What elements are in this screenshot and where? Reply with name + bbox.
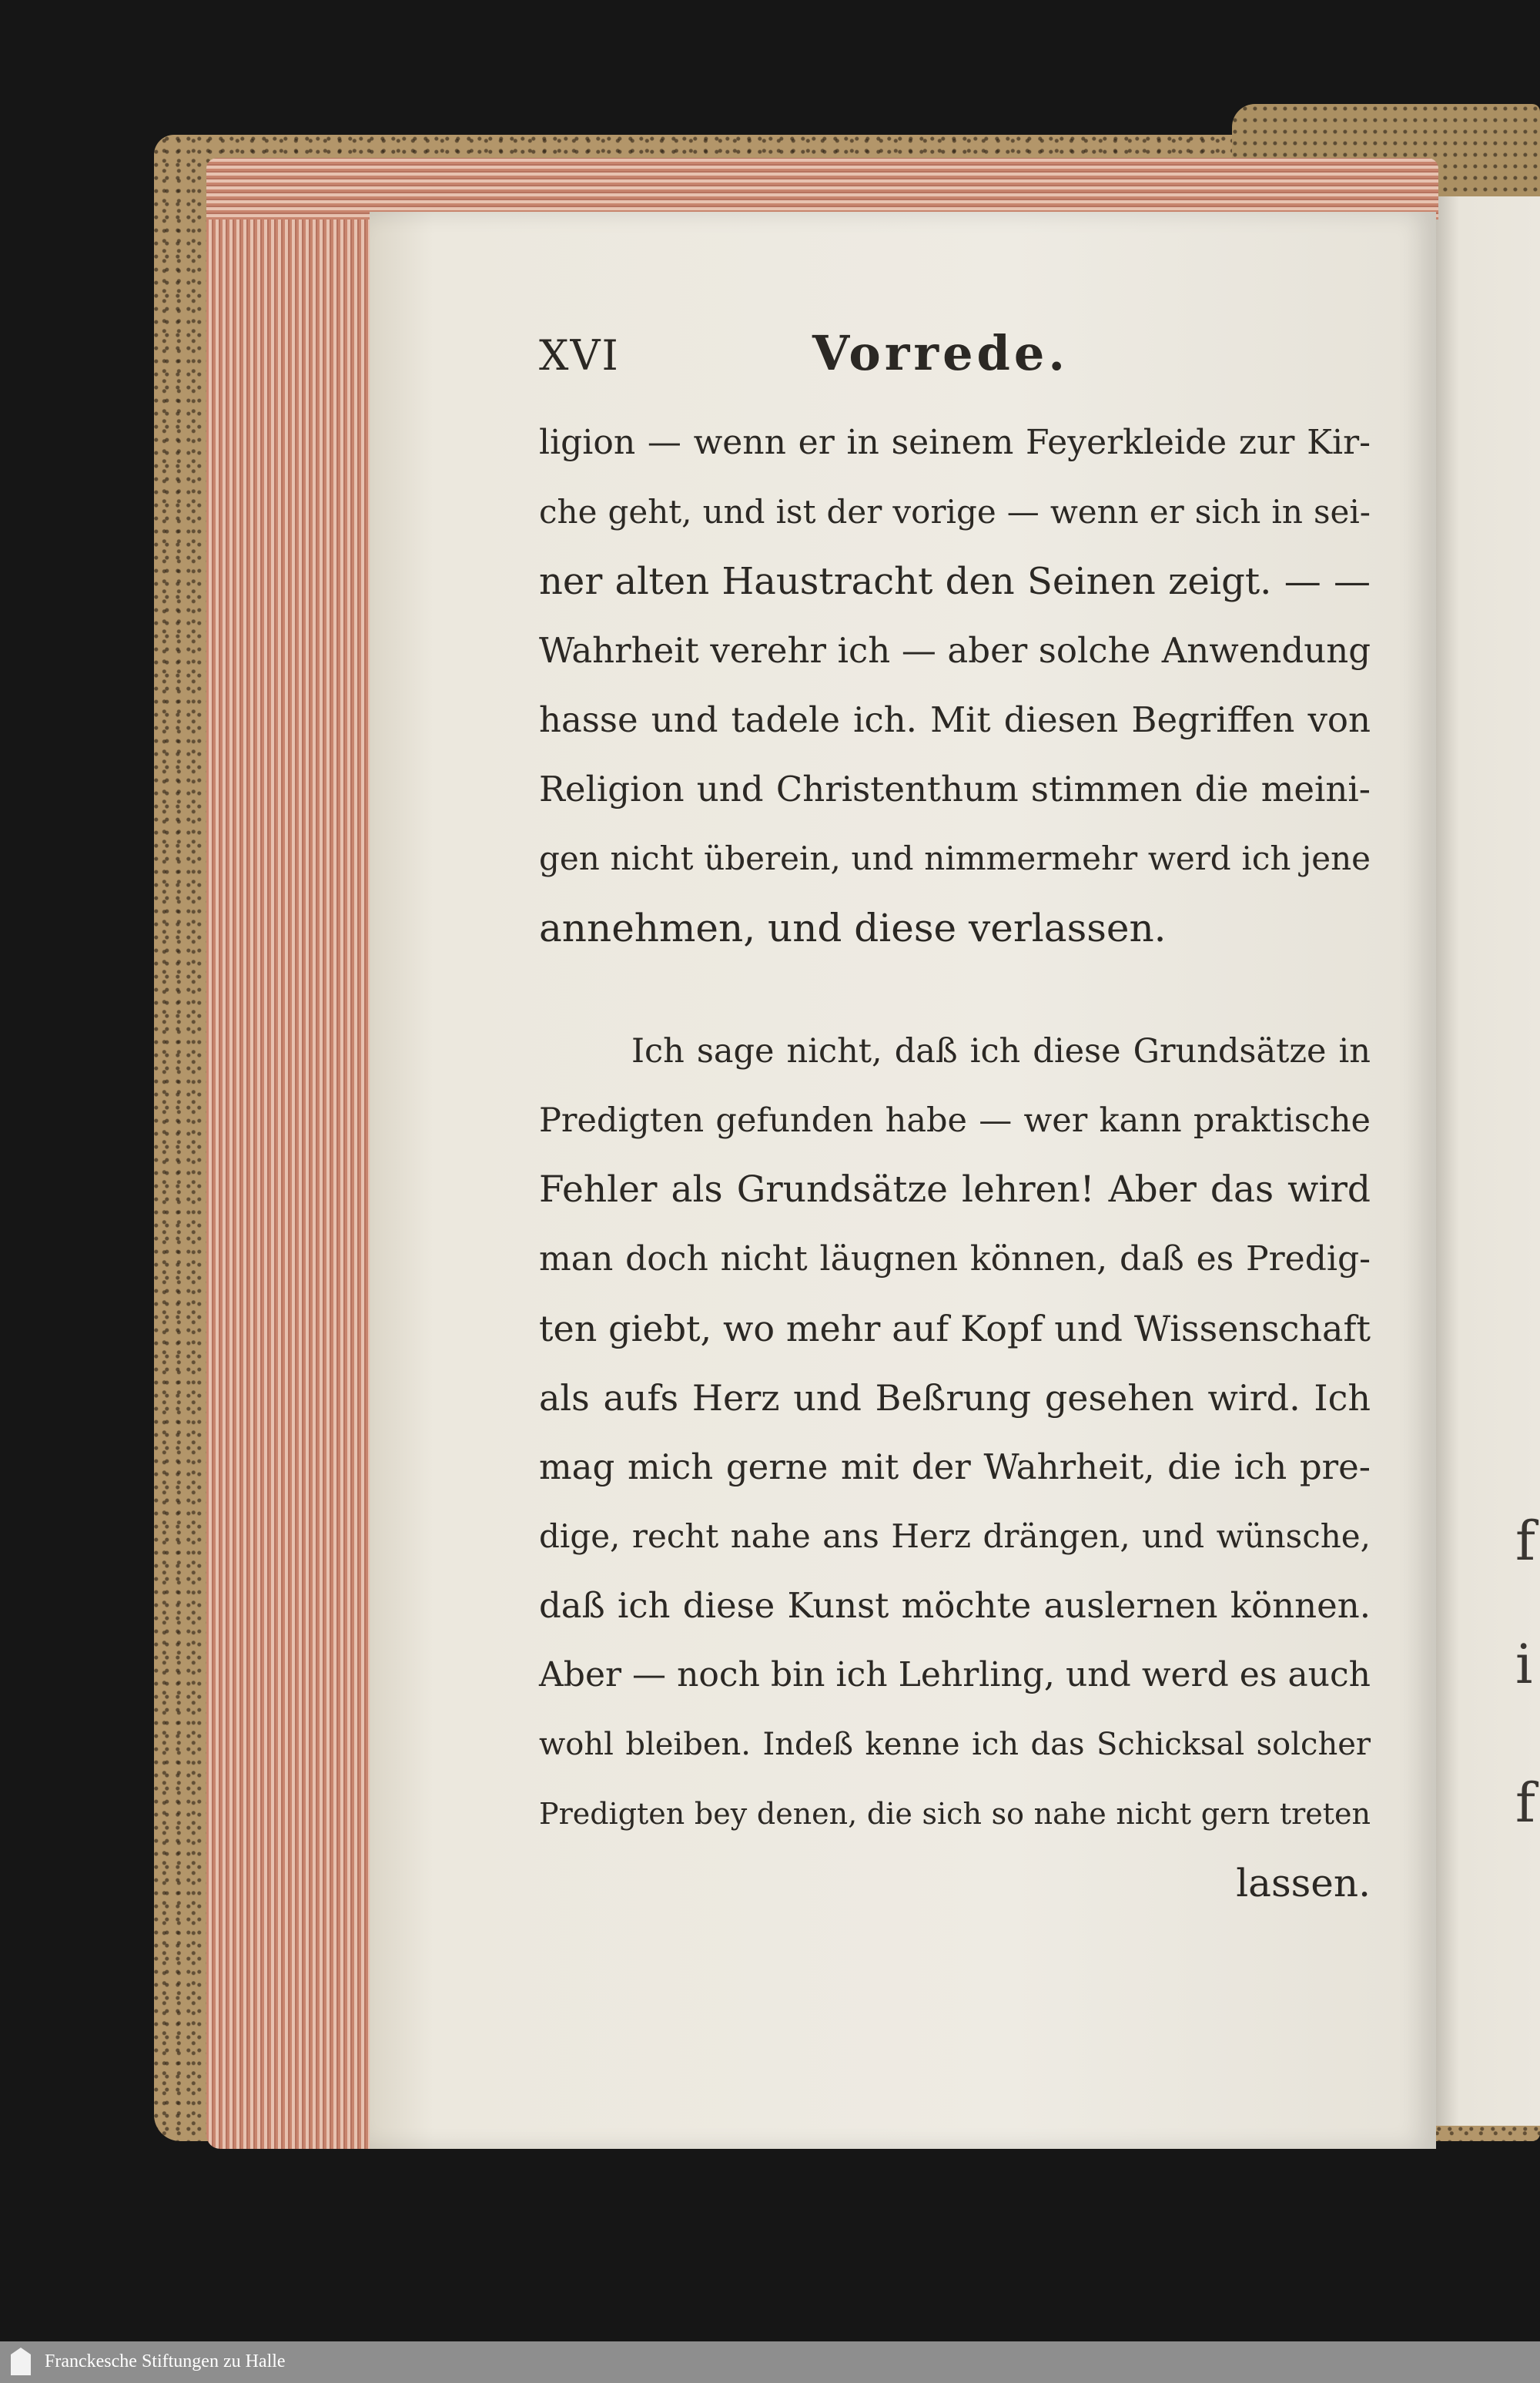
text-line: hasse und tadele ich. Mit diesen Begriffen von xyxy=(539,699,1371,740)
footer-credit: Franckesche Stiftungen zu Halle xyxy=(45,2351,286,2371)
text-block xyxy=(539,325,1371,1918)
text-line: gen nicht überein, und nimmermehr werd ich jene xyxy=(539,840,1371,877)
facing-page-fragment: i xyxy=(1515,1633,1533,1696)
running-head xyxy=(539,325,1371,408)
text-line: Religion und Christenthum stimmen die meini- xyxy=(539,769,1371,809)
text-line: Predigten bey denen, die sich so nahe nicht gern treten xyxy=(539,1797,1371,1831)
text-line: ner alten Haustracht den Seinen zeigt. — — xyxy=(539,560,1371,603)
page-edges-top xyxy=(206,158,1438,220)
text-line: daß ich diese Kunst möchte auslernen können. xyxy=(539,1585,1371,1626)
text-line: Ich sage nicht, daß ich diese Grundsätze in xyxy=(631,1032,1371,1071)
text-line: dige, recht nahe ans Herz drängen, und wünsche, xyxy=(539,1517,1371,1555)
text-line: Predigten gefunden habe — wer kann praktische xyxy=(539,1101,1371,1140)
facing-page-fragment: f xyxy=(1515,1510,1535,1573)
facing-page xyxy=(1432,196,1540,2126)
footer-bar xyxy=(0,2341,1540,2383)
text-line: Aber — noch bin ich Lehrling, und werd es auch xyxy=(539,1655,1371,1694)
text-line: annehmen, und diese verlassen. xyxy=(539,906,1167,950)
paragraph-1 xyxy=(539,408,1371,963)
text-line: ten giebt, wo mehr auf Kopf und Wissenschaft xyxy=(539,1308,1371,1349)
paragraph-2 xyxy=(539,1017,1371,1918)
facing-page-fragment: f xyxy=(1515,1771,1535,1835)
text-line: Wahrheit verehr ich — aber solche Anwendung xyxy=(539,630,1371,671)
text-line: man doch nicht läugnen können, daß es Predig- xyxy=(539,1239,1371,1279)
text-line: mag mich gerne mit der Wahrheit, die ich pre- xyxy=(539,1446,1371,1487)
institution-logo-icon xyxy=(11,2348,31,2375)
text-line: wohl bleiben. Indeß kenne ich das Schicksal solcher xyxy=(539,1727,1371,1762)
text-line: ligion — wenn er in seinem Feyerkleide zur Kir- xyxy=(539,423,1371,462)
text-line: che geht, und ist der vorige — wenn er sich in sei- xyxy=(539,493,1371,531)
text-line: als aufs Herz und Beßrung gesehen wird. Ich xyxy=(539,1377,1371,1419)
catchword: lassen. xyxy=(1236,1861,1371,1905)
text-line: Fehler als Grundsätze lehren! Aber das wird xyxy=(539,1168,1371,1211)
running-title: Vorrede. xyxy=(812,325,1069,381)
page-number: XVI xyxy=(539,331,620,380)
